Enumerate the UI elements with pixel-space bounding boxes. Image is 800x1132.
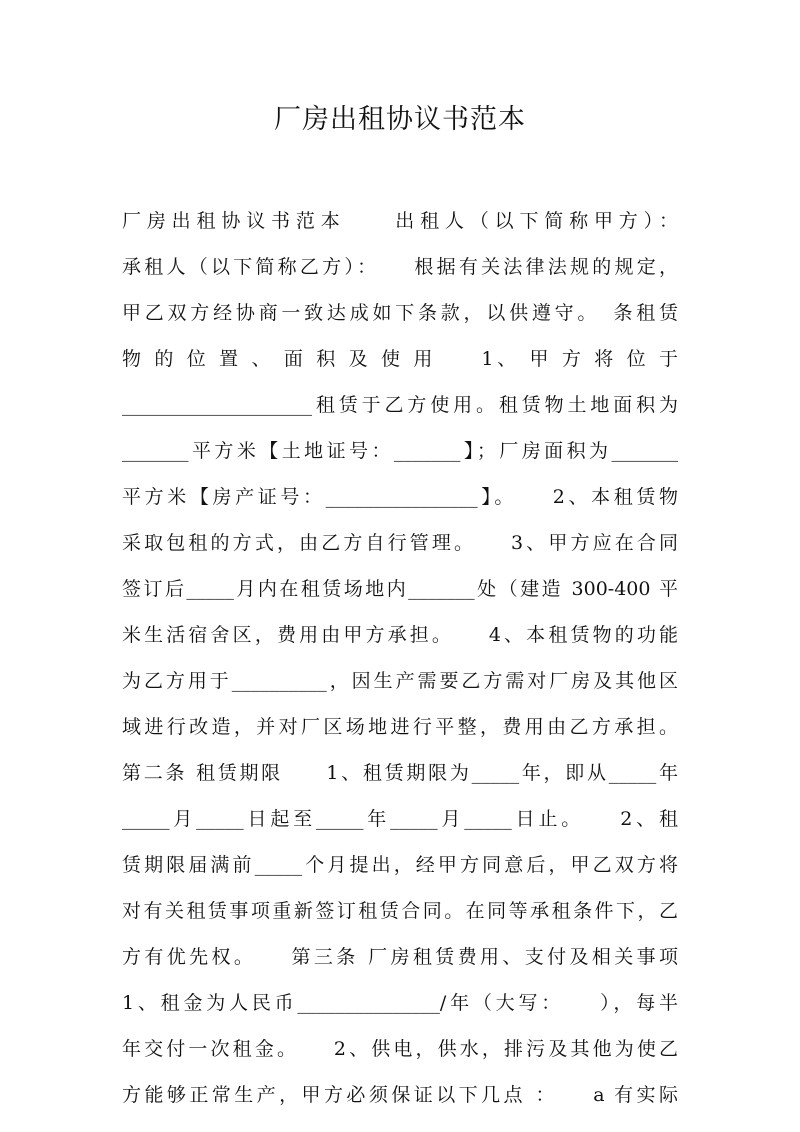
document-line: 厂房出租协议书范本 出租人（以下简称甲方）： <box>122 210 678 232</box>
document-line: 采取包租的方式，由乙方自行管理。 3、甲方应在合同 <box>122 532 678 554</box>
document-line: 对有关租赁事项重新签订租赁合同。在同等承租条件下，乙 <box>122 900 678 922</box>
document-line: 方能够正常生产，甲方必须保证以下几点 ： a 有实际 <box>122 1084 678 1106</box>
document-line: 米生活宿舍区，费用由甲方承担。 4、本租赁物的功能 <box>122 624 678 646</box>
document-line: 甲乙双方经协商一致达成如下条款，以供遵守。 条租赁 <box>122 302 678 324</box>
document-line: 签订后_____月内在租赁场地内_______处（建造 300-400 平 <box>122 578 678 600</box>
document-line: ____________________租赁于乙方使用。租赁物土地面积为 <box>122 394 678 416</box>
document-line: 平方米【房产证号：________________】。 2、本租赁物 <box>122 486 678 508</box>
document-line: 年交付一次租金。 2、供电，供水，排污及其他为使乙 <box>122 1038 678 1060</box>
document-line: _____月_____日起至_____年_____月_____日止。 2、租 <box>122 808 678 830</box>
document-line: 方有优先权。 第三条 厂房租赁费用、支付及相关事项 <box>122 946 678 968</box>
document-line: 第二条 租赁期限 1、租赁期限为_____年，即从_____年 <box>122 762 678 784</box>
document-line: _______平方米【土地证号：_______】；厂房面积为_______ <box>122 440 678 462</box>
document-body <box>122 198 678 1118</box>
document-line: 物 的 位 置 、 面 积 及 使 用 1、 甲 方 将 位 于 <box>122 348 678 370</box>
document-line: 赁期限届满前_____个月提出，经甲方同意后，甲乙双方将 <box>122 854 678 876</box>
document-line: 承租人（以下简称乙方）： 根据有关法律法规的规定， <box>122 256 678 278</box>
document-line: 域进行改造，并对厂区场地进行平整，费用由乙方承担。 <box>122 716 678 738</box>
document-line: 为乙方用于__________，因生产需要乙方需对厂房及其他区 <box>122 670 678 692</box>
document-line: 1、租金为人民币_______________/年（大写： ），每半 <box>122 992 678 1014</box>
document-title: 厂房出租协议书范本 <box>274 104 526 135</box>
